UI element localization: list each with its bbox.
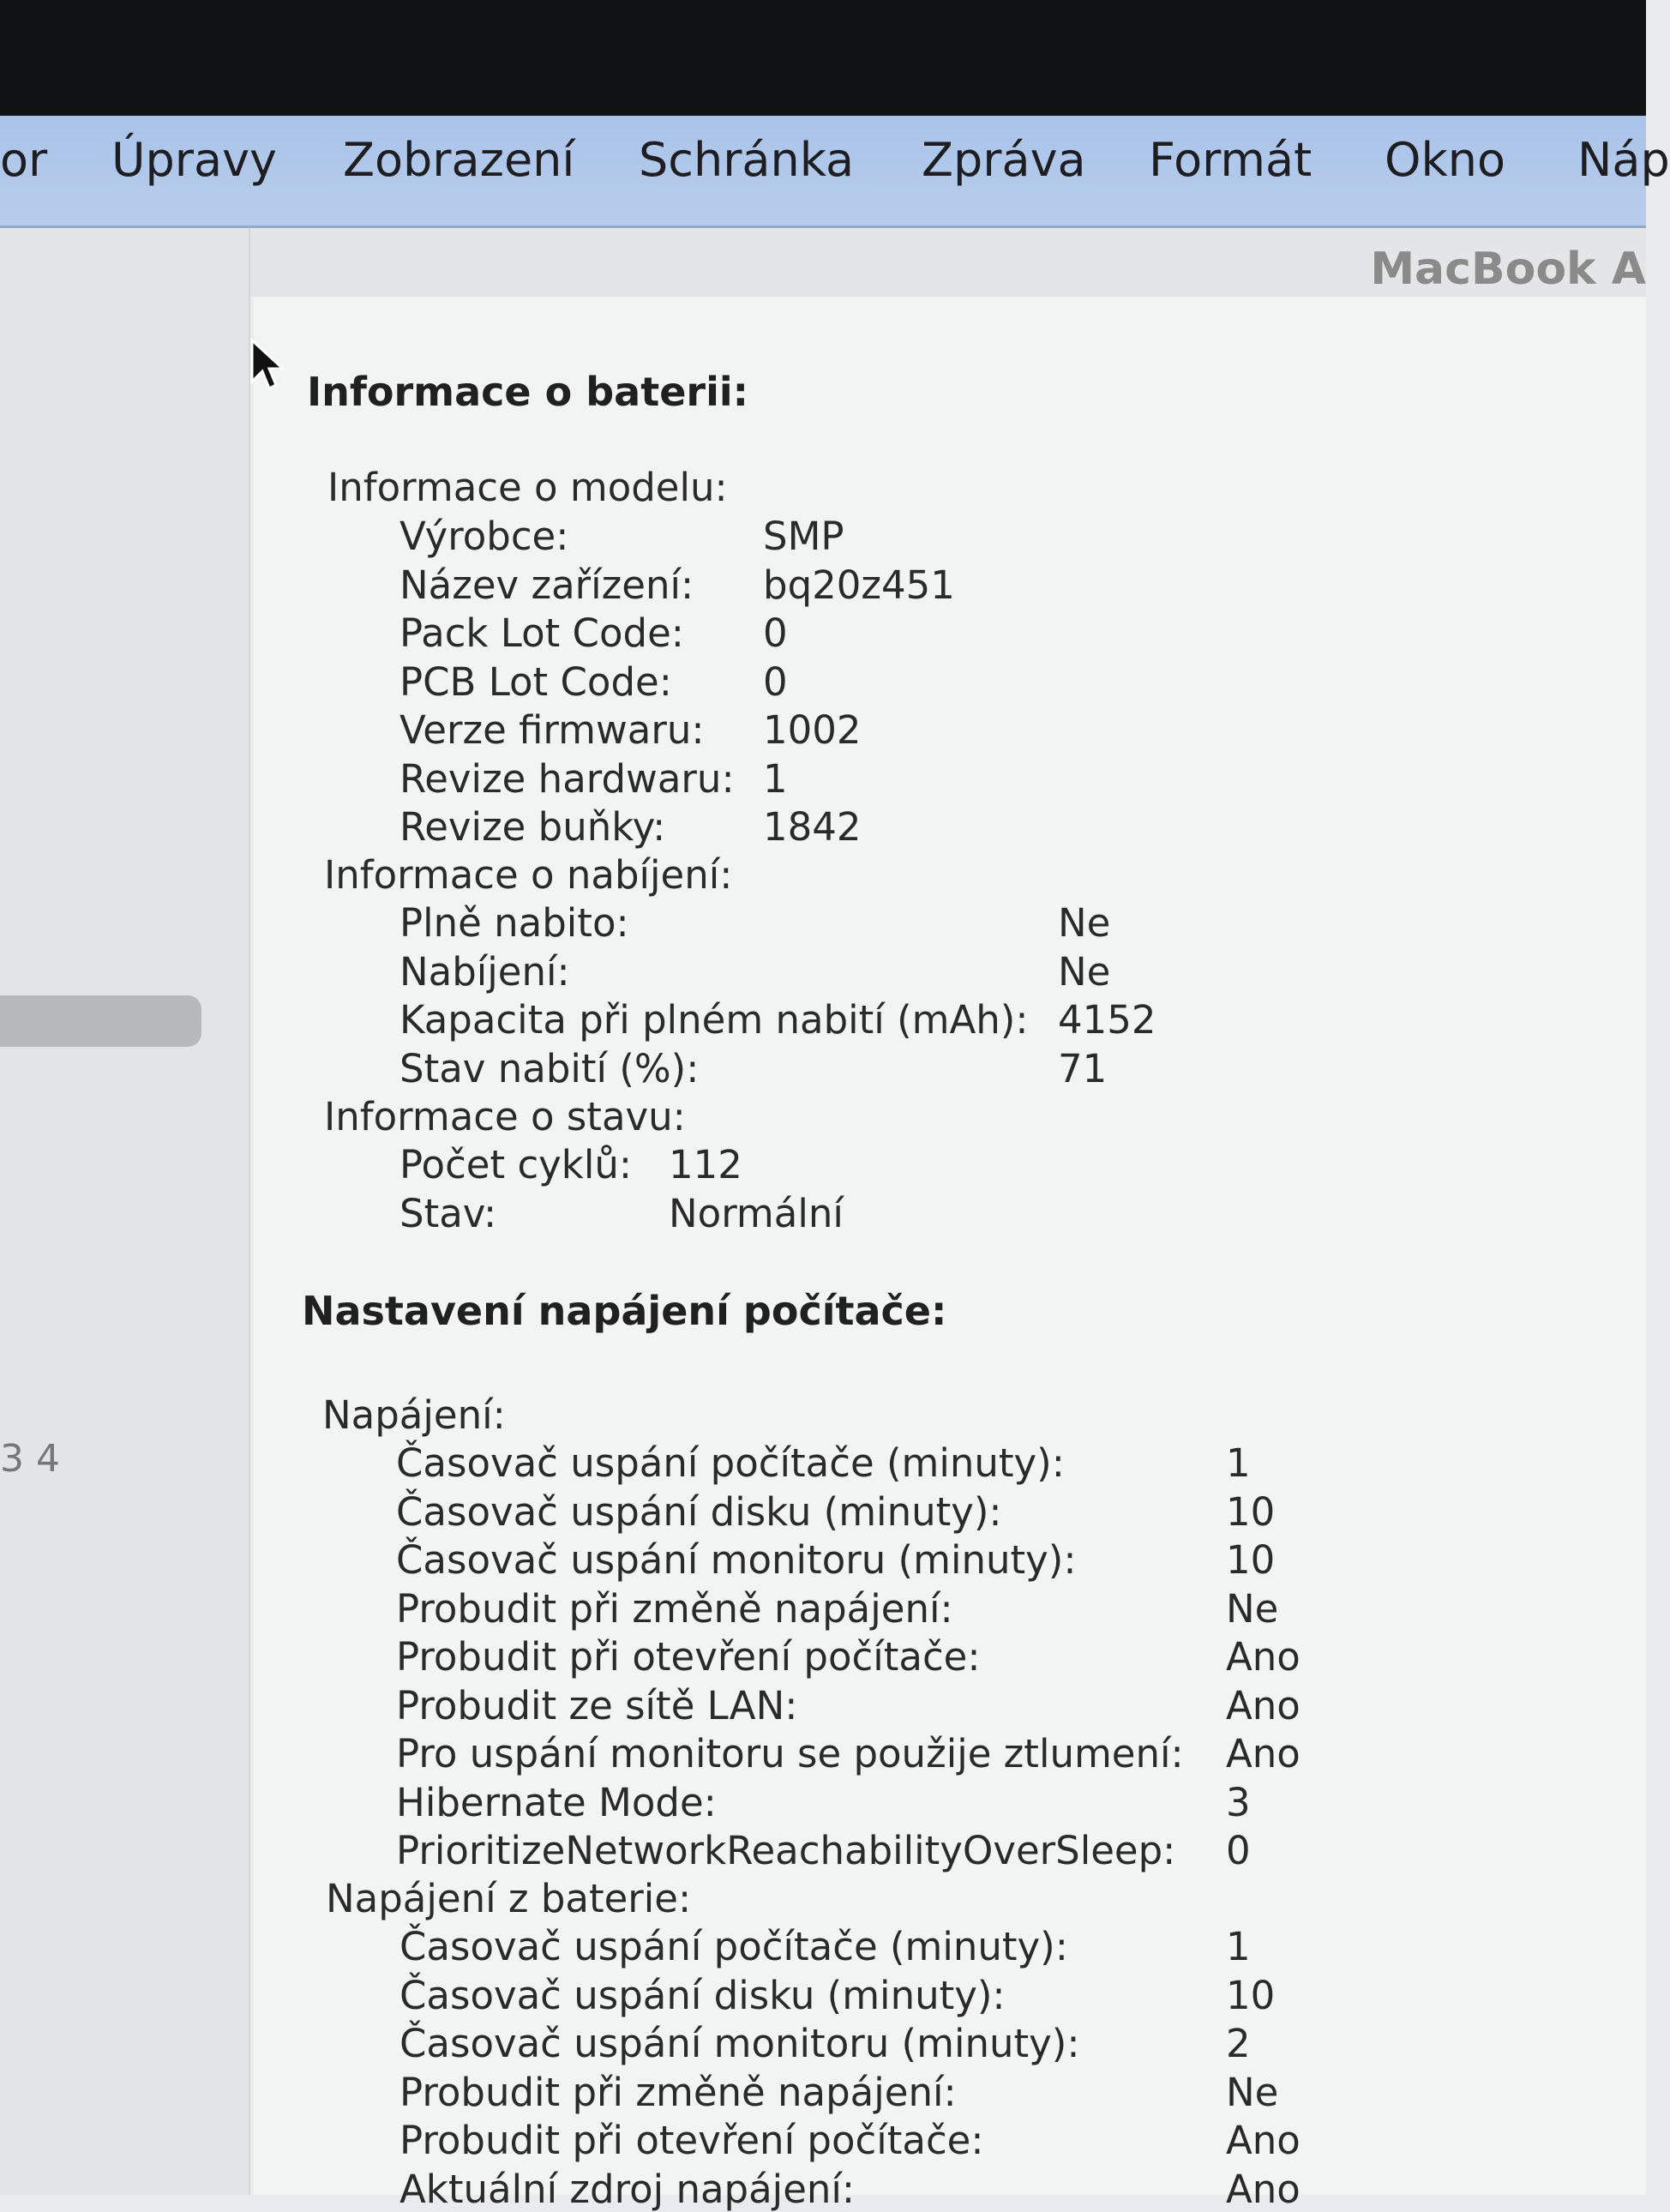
window-title: MacBook A — [1370, 243, 1646, 295]
model-info-value: SMP — [763, 514, 844, 559]
ac-power-value: Ano — [1226, 1682, 1301, 1728]
report-content — [254, 297, 1646, 2212]
charging-info-label: Kapacita při plném nabití (mAh): — [399, 997, 1029, 1043]
ac-power-value: 10 — [1226, 1537, 1276, 1583]
sidebar — [0, 228, 250, 2195]
ac-power-value: 0 — [1226, 1828, 1251, 1873]
menu-item-napoveda[interactable]: Náp — [1577, 133, 1670, 187]
menu-bar — [0, 116, 1670, 228]
mouse-pointer-icon — [249, 337, 286, 394]
battery-power-label: Probudit při změně napájení: — [399, 2069, 957, 2115]
battery-power-label: Časovač uspání monitoru (minuty): — [399, 2021, 1080, 2066]
battery-power-value: Ano — [1226, 2118, 1301, 2163]
menu-item-zobrazeni[interactable]: Zobrazení — [343, 133, 575, 187]
ac-power-value: Ne — [1226, 1585, 1279, 1632]
battery-power-label: Časovač uspání disku (minuty): — [399, 1972, 1006, 2018]
ac-power-label: Pro uspání monitoru se použije ztlumení: — [396, 1731, 1184, 1776]
battery-power-label: Časovač uspání počítače (minuty): — [399, 1924, 1068, 1969]
model-info-value: 1 — [763, 755, 788, 802]
menu-item-okno[interactable]: Okno — [1385, 133, 1506, 187]
charging-info-label: Nabíjení: — [399, 948, 570, 995]
battery-power-value: 10 — [1226, 1972, 1276, 2018]
ac-power-label: Časovač uspání monitoru (minuty): — [396, 1537, 1077, 1583]
screen-bezel — [0, 0, 1646, 116]
model-info-label: Název zařízení: — [399, 562, 694, 608]
model-info-label: Revize buňky: — [399, 804, 666, 850]
sidebar-selected-item[interactable] — [0, 995, 201, 1047]
ac-power-label: Časovač uspání počítače (minuty): — [396, 1440, 1065, 1486]
ac-power-value: 3 — [1226, 1779, 1251, 1825]
status-info-value: Normální — [669, 1190, 844, 1236]
model-info-label: Verze firmwaru: — [399, 707, 705, 753]
model-info-value: 0 — [763, 658, 788, 705]
ac-power-label: Hibernate Mode: — [396, 1779, 717, 1825]
battery-power-label: Aktuální zdroj napájení: — [399, 2166, 856, 2212]
charging-info-label: Plně nabito: — [399, 900, 629, 946]
charging-info-label: Stav nabití (%): — [399, 1045, 700, 1091]
ac-power-label: Probudit při otevření počítače: — [396, 1634, 981, 1680]
model-info-value: 0 — [763, 610, 788, 656]
battery-power-value: Ano — [1226, 2166, 1301, 2212]
charging-info-value: 71 — [1058, 1045, 1108, 1091]
menu-item-upravy[interactable]: Úpravy — [111, 133, 278, 187]
ac-power-value: Ano — [1226, 1731, 1301, 1776]
sidebar-partial-text: 3 4 — [0, 1437, 60, 1481]
power-section-title: Nastavení napájení počítače: — [302, 1288, 947, 1334]
charging-info-value: Ne — [1058, 948, 1111, 995]
menu-item-schranka[interactable]: Schránka — [639, 133, 855, 187]
model-info-value: 1842 — [763, 804, 862, 850]
model-info-label: Výrobce: — [399, 514, 569, 559]
ac-power-label: PrioritizeNetworkReachabilityOverSleep: — [396, 1828, 1176, 1873]
battery-power-label: Probudit při otevření počítače: — [399, 2118, 984, 2163]
charging-info-heading: Informace o nabíjení: — [324, 852, 733, 898]
model-info-value: bq20z451 — [763, 562, 955, 608]
ac-power-label: Časovač uspání disku (minuty): — [396, 1488, 1002, 1535]
status-info-label: Stav: — [399, 1190, 497, 1236]
battery-power-value: 1 — [1226, 1924, 1251, 1969]
battery-power-heading: Napájení z baterie: — [326, 1876, 692, 1921]
model-info-label: PCB Lot Code: — [399, 658, 672, 705]
model-info-heading: Informace o modelu: — [327, 465, 728, 510]
battery-power-value: Ne — [1226, 2069, 1279, 2115]
charging-info-value: 4152 — [1058, 997, 1156, 1043]
status-info-heading: Informace o stavu: — [324, 1094, 686, 1139]
ac-power-value: 1 — [1226, 1440, 1251, 1486]
model-info-value: 1002 — [763, 707, 862, 753]
menu-item-zprava[interactable]: Zpráva — [922, 133, 1086, 187]
ac-power-label: Probudit při změně napájení: — [396, 1585, 953, 1632]
model-info-label: Pack Lot Code: — [399, 610, 684, 656]
status-info-label: Počet cyklů: — [399, 1142, 633, 1187]
status-info-value: 112 — [669, 1142, 742, 1187]
ac-power-heading: Napájení: — [322, 1392, 506, 1438]
menu-item-partial-left[interactable]: or — [0, 133, 48, 187]
model-info-label: Revize hardwaru: — [399, 755, 735, 802]
ac-power-value: Ano — [1226, 1634, 1301, 1680]
battery-power-value: 2 — [1226, 2021, 1251, 2066]
battery-section-title: Informace o baterii: — [307, 369, 749, 415]
ac-power-value: 10 — [1226, 1488, 1276, 1535]
window-header — [250, 228, 1646, 297]
charging-info-value: Ne — [1058, 900, 1111, 946]
ac-power-label: Probudit ze sítě LAN: — [396, 1682, 798, 1728]
menu-item-format[interactable]: Formát — [1149, 133, 1313, 187]
